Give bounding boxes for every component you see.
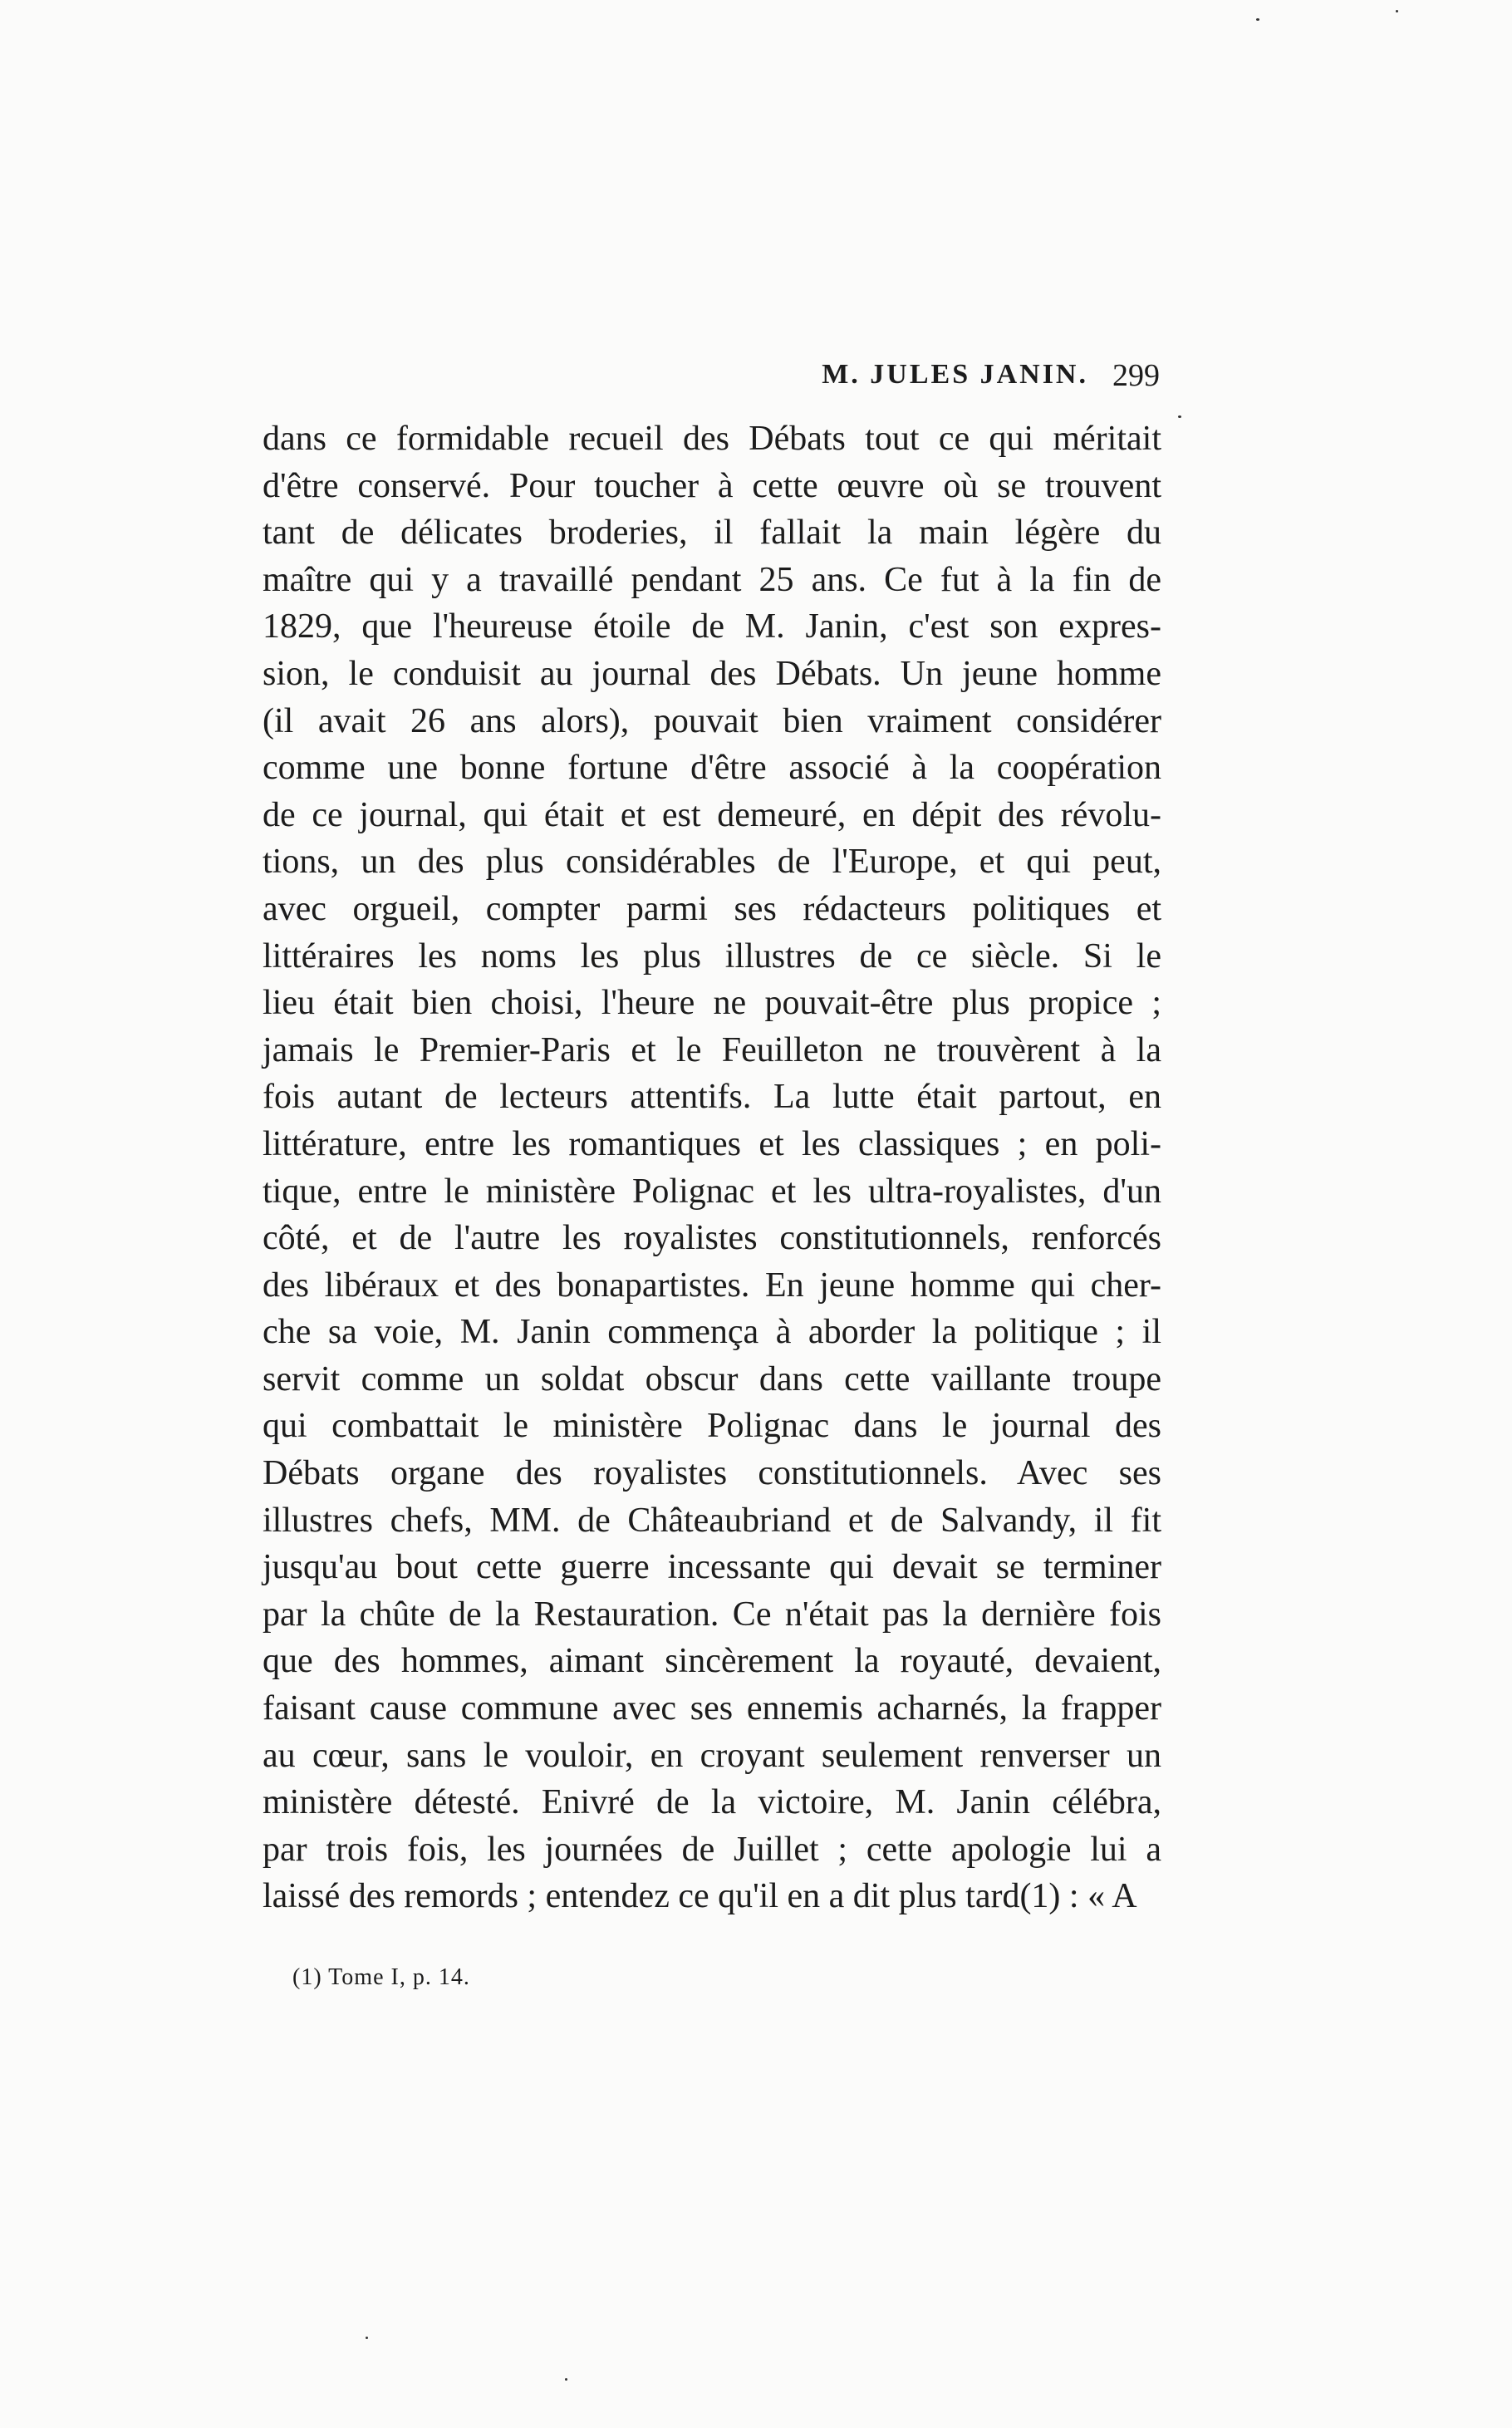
text-line: qui combattait le ministère Polignac dans le journal des <box>263 1407 1161 1446</box>
text-line: comme une bonne fortune d'être associé à la coopération <box>263 749 1161 788</box>
text-line: par trois fois, les journées de Juillet ; cette apologie lui a <box>263 1830 1161 1869</box>
scan-speck <box>366 2337 368 2339</box>
text-line: lieu était bien choisi, l'heure ne pouvait-être plus propice ; <box>263 984 1161 1023</box>
text-line: des libéraux et des bonapartistes. En jeune homme qui cher- <box>263 1266 1161 1305</box>
footnote: (1) Tome I, p. 14. <box>292 1964 470 1990</box>
text-line: faisant cause commune avec ses ennemis acharnés, la frapper <box>263 1689 1161 1728</box>
text-line: avec orgueil, compter parmi ses rédacteurs politiques et <box>263 889 1161 928</box>
text-line: littérature, entre les romantiques et les classiques ; en poli- <box>263 1124 1161 1163</box>
text-line: jamais le Premier-Paris et le Feuilleton ne trouvèrent à la <box>263 1030 1161 1069</box>
text-line: que des hommes, aimant sincèrement la royauté, devaient, <box>263 1642 1161 1681</box>
text-line: 1829, que l'heureuse étoile de M. Janin, c'est son expres- <box>263 607 1161 646</box>
text-line: laissé des remords ; entendez ce qu'il en a dit plus tard(1) : « A <box>263 1877 1137 1916</box>
text-line: par la chûte de la Restauration. Ce n'était pas la dernière fois <box>263 1595 1161 1634</box>
text-line: illustres chefs, MM. de Châteaubriand et de Salvandy, il fit <box>263 1501 1161 1540</box>
text-line: servit comme un soldat obscur dans cette vaillante troupe <box>263 1359 1161 1398</box>
text-line: che sa voie, M. Janin commença à aborder la politique ; il <box>263 1313 1161 1352</box>
text-line: maître qui y a travaillé pendant 25 ans. Ce fut à la fin de <box>263 560 1161 599</box>
text-line: dans ce formidable recueil des Débats tout ce qui méritait <box>263 420 1161 458</box>
text-line: Débats organe des royalistes constitutionnels. Avec ses <box>263 1454 1161 1493</box>
text-line: de ce journal, qui était et est demeuré, en dépit des révolu- <box>263 795 1161 834</box>
text-line: fois autant de lecteurs attentifs. La lutte était partout, en <box>263 1078 1161 1117</box>
text-line: tant de délicates broderies, il fallait la main légère du <box>263 514 1161 553</box>
text-line: sion, le conduisit au journal des Débats. Un jeune homme <box>263 654 1161 693</box>
text-line: tions, un des plus considérables de l'Europe, et qui peut, <box>263 843 1161 882</box>
scan-speck <box>1256 18 1259 21</box>
text-line: tique, entre le ministère Polignac et les ultra-royalistes, d'un <box>263 1172 1161 1211</box>
text-line: d'être conservé. Pour toucher à cette œuvre où se trouvent <box>263 466 1161 505</box>
body-text <box>263 415 1161 1920</box>
text-line: (il avait 26 ans alors), pouvait bien vraiment considérer <box>263 701 1161 740</box>
text-line: ministère détesté. Enivré de la victoire, M. Janin célébra, <box>263 1783 1161 1822</box>
running-head-title: M. JULES JANIN. <box>822 359 1088 390</box>
text-line: au cœur, sans le vouloir, en croyant seulement renverser un <box>263 1736 1161 1775</box>
text-line: littéraires les noms les plus illustres de ce siècle. Si le <box>263 936 1161 976</box>
scan-speck <box>565 2378 567 2381</box>
scan-speck <box>1396 10 1398 12</box>
text-line: côté, et de l'autre les royalistes constitutionnels, renforcés <box>263 1219 1161 1258</box>
scan-speck <box>1178 415 1181 418</box>
page-number: 299 <box>1112 358 1160 393</box>
text-line: jusqu'au bout cette guerre incessante qui devait se terminer <box>263 1548 1161 1587</box>
